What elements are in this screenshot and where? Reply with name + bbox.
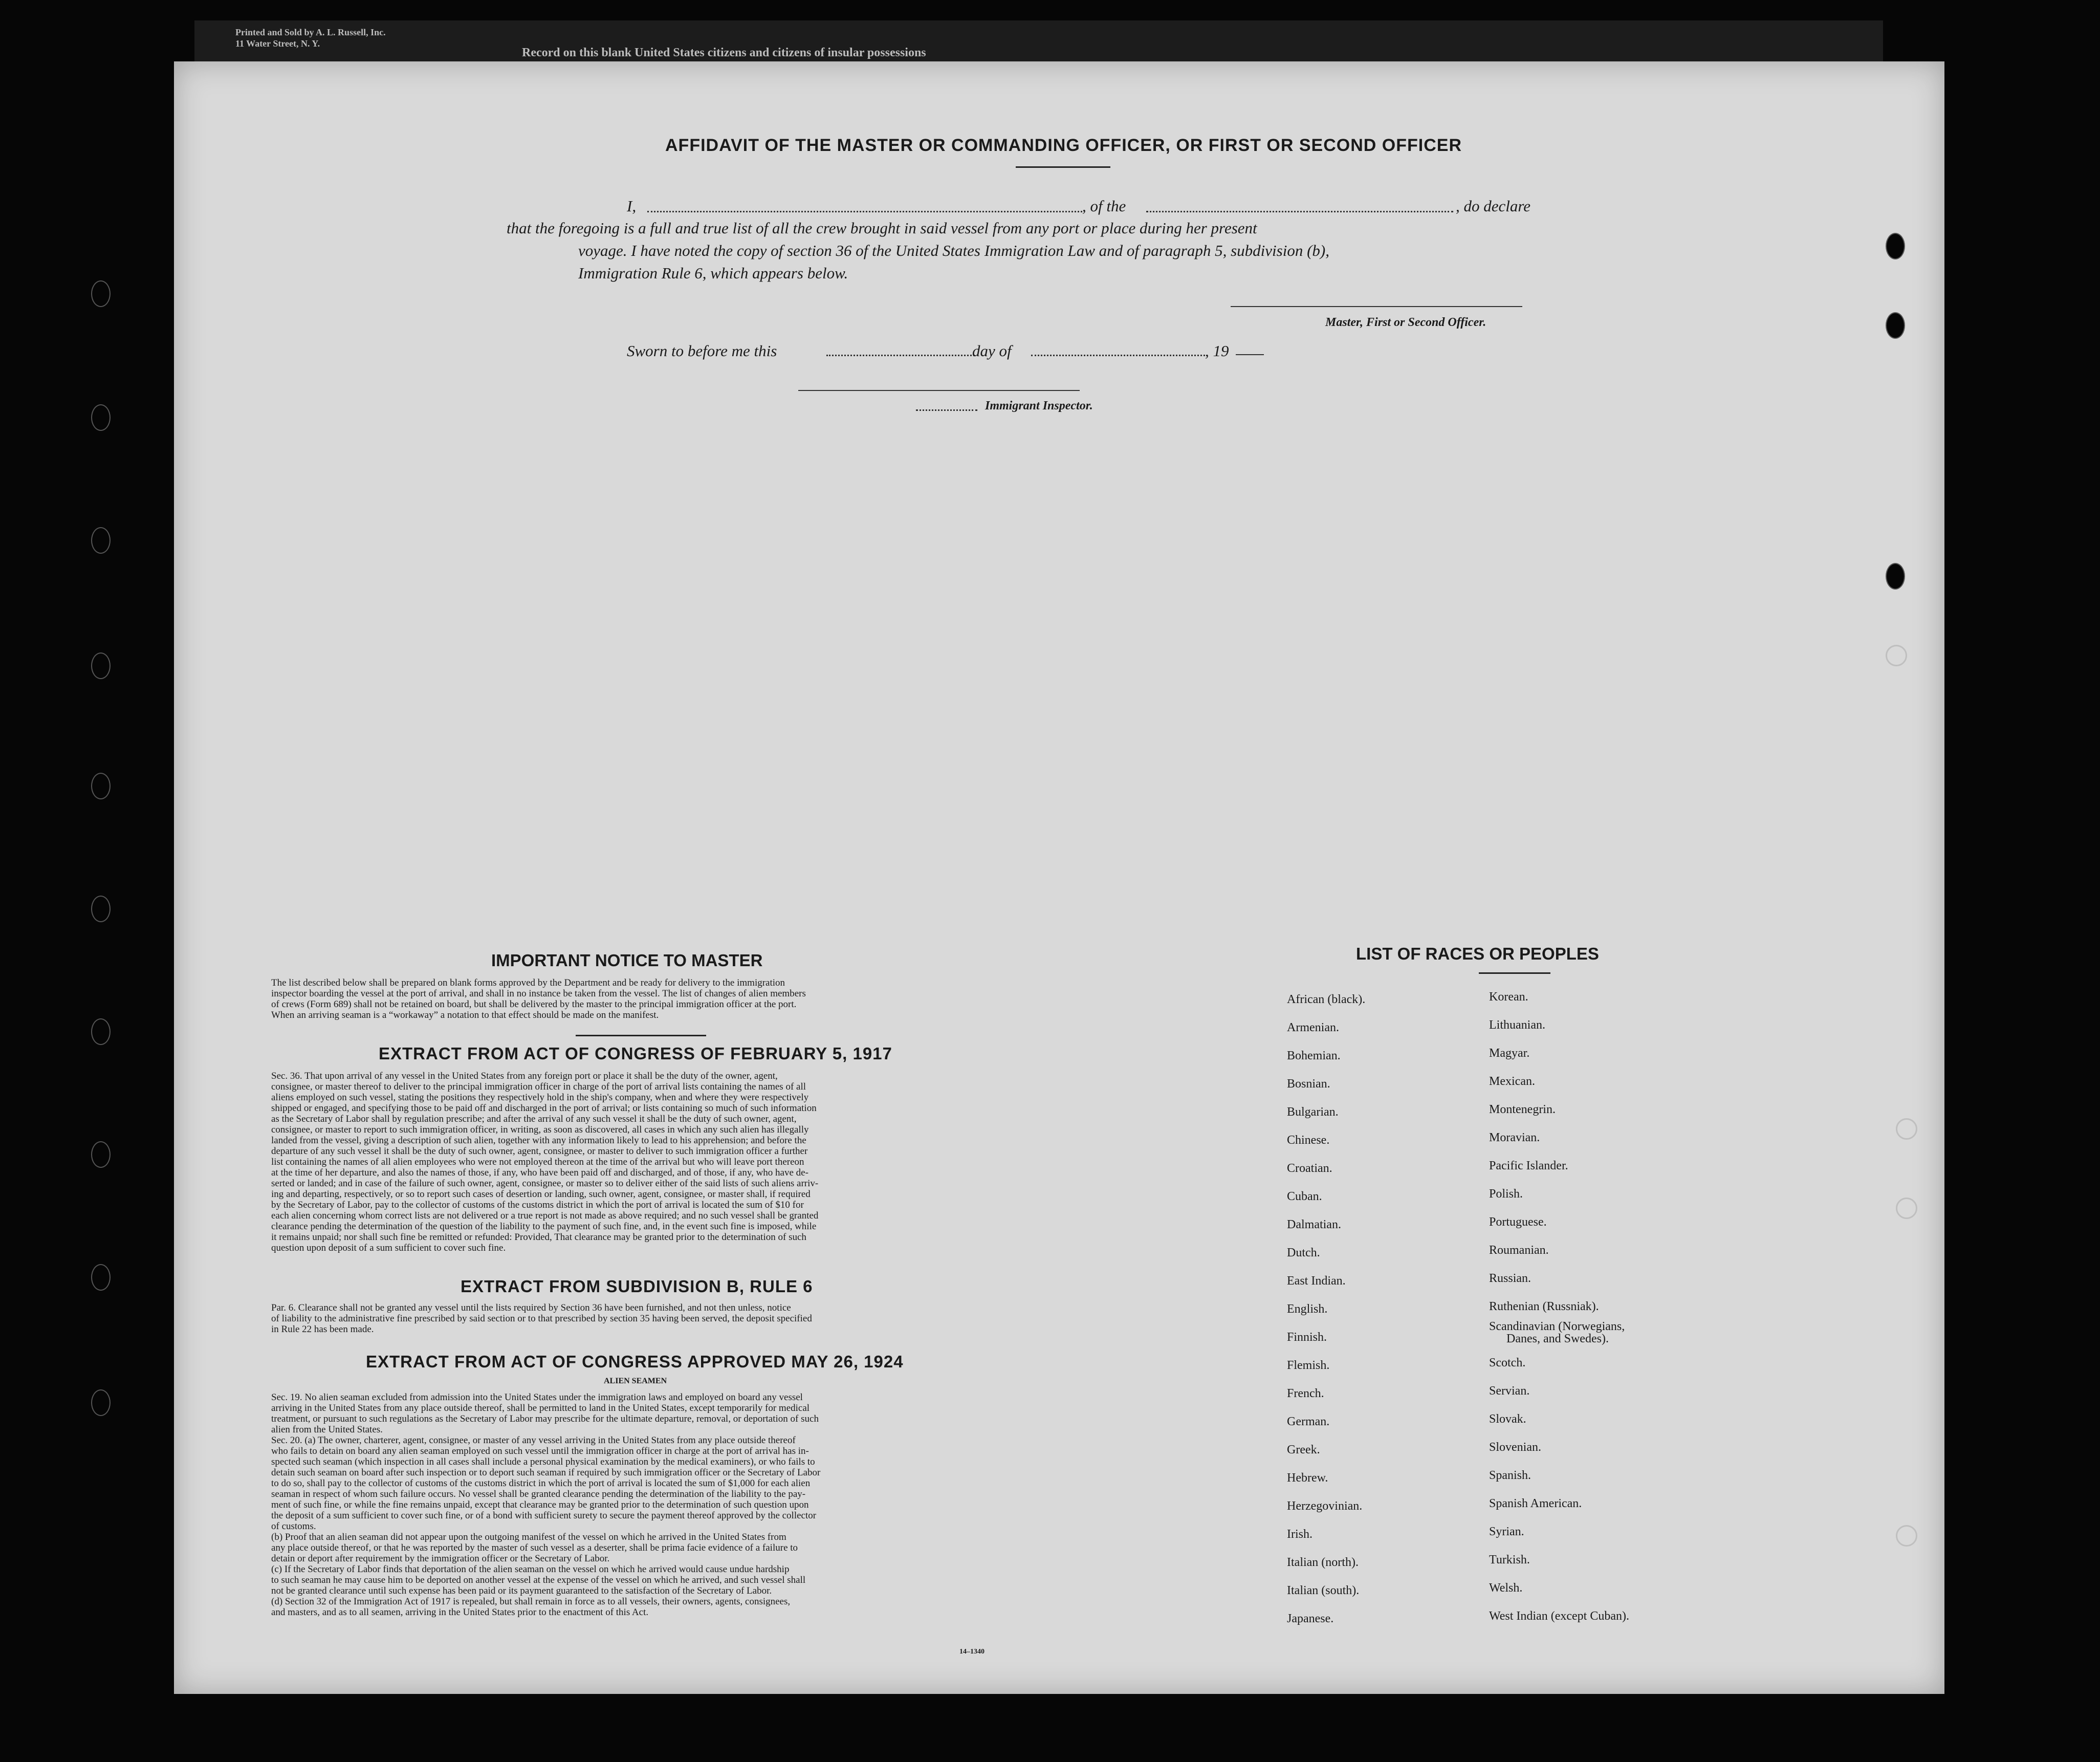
- races-title: LIST OF RACES OR PEOPLES: [1356, 944, 1599, 963]
- notice-line: inspector boarding the vessel at the port of arrival, and shall in no instance be taken from the vessel. The list of changes of alien members: [271, 988, 806, 999]
- extract-1917-line: as the Secretary of Labor shall by regulation prescribe; and after the arrival of any such vessel it shall be the duty of such owner, agent,: [271, 1114, 797, 1124]
- affidavit-of-the-label: , of the: [1082, 197, 1126, 215]
- sworn-year-field[interactable]: [1236, 343, 1264, 355]
- race-scandinavian-line-2: Danes, and Swedes).: [1506, 1332, 1609, 1345]
- sworn-month-field[interactable]: [1031, 340, 1205, 356]
- notice-title: IMPORTANT NOTICE TO MASTER: [491, 951, 763, 970]
- binder-hole: [91, 527, 111, 554]
- extract-1924-line: any place outside thereof, or that he was reported by the master of such vessel as a deserter, shall be prima facie evidence of a failure to: [271, 1542, 798, 1553]
- race-west-indian: West Indian (except Cuban).: [1489, 1609, 1629, 1623]
- extract-rule6-line: of liability to the administrative fine prescribed by said section or to that prescribed by section 35 having been served, the deposit specified: [271, 1313, 812, 1324]
- extract-1917-line: at the time of her departure, and also the names of those, if any, who have been paid off and discharged, and of those, if any, who have de-: [271, 1167, 808, 1178]
- extract-1924-line: arriving in the United States from any place outside thereof, shall be permitted to land in the United States, except temporarily for medical: [271, 1403, 810, 1413]
- race-scotch: Scotch.: [1489, 1356, 1526, 1369]
- extract-1924-line: detain such seaman on board after such inspection or to deport such seaman if required by such immigration officer or the Secretary of Labor: [271, 1467, 821, 1478]
- binder-hole: [1896, 1118, 1917, 1140]
- extract-1924-line: (b) Proof that an alien seaman did not appear upon the outgoing manifest of the vessel on which he arrived in the United States from: [271, 1532, 786, 1542]
- race-bosnian: Bosnian.: [1287, 1077, 1330, 1091]
- race-turkish: Turkish.: [1489, 1553, 1530, 1567]
- extract-1924-title: EXTRACT FROM ACT OF CONGRESS APPROVED MAY 26, 1924: [366, 1352, 904, 1371]
- race-chinese: Chinese.: [1287, 1134, 1330, 1147]
- race-finnish: Finnish.: [1287, 1331, 1327, 1344]
- race-slovenian: Slovenian.: [1489, 1441, 1541, 1454]
- race-montenegrin: Montenegrin.: [1489, 1103, 1556, 1116]
- extract-1924-line: seaman in respect of whom such failure occurs. No vessel shall be granted clearance pending the determination of the liability to the pay-: [271, 1489, 806, 1499]
- race-bohemian: Bohemian.: [1287, 1049, 1341, 1062]
- extract-1917-line: departure of any such vessel it shall be the duty of such owner, agent, consignee, or master to deliver to such immigration officer a further: [271, 1146, 808, 1157]
- extract-1924-line: the deposit of a sum sufficient to cover such fine, or of a bond with sufficient surety to secure the payment thereof approved by the collector: [271, 1510, 817, 1521]
- extract-1917-line: serted or landed; and in case of the failure of such owner, agent, consignee, or master so to deliver either of the said lists of such aliens arriv-: [271, 1178, 819, 1189]
- race-pacific-islander: Pacific Islander.: [1489, 1159, 1568, 1172]
- extract-1924-line: to such seaman he may cause him to be deported on another vessel at the expense of the vessel on which he arrived, and such vessel shall: [271, 1575, 806, 1585]
- form-number: 14–1340: [959, 1648, 985, 1656]
- sworn-day-field[interactable]: [826, 340, 975, 356]
- race-scandinavian-line-1: Scandinavian (Norwegians,: [1489, 1320, 1625, 1333]
- extract-1917-line: Sec. 36. That upon arrival of any vessel in the United States from any foreign port or place it shall be the duty of the owner, agent,: [271, 1071, 778, 1081]
- race-portuguese: Portuguese.: [1489, 1215, 1547, 1229]
- extract-1924-line: treatment, or pursuant to such regulations as the Secretary of Labor may prescribe for the ultimate departure, removal, or deportation of such: [271, 1413, 819, 1424]
- race-slovak: Slovak.: [1489, 1412, 1526, 1426]
- race-japanese: Japanese.: [1287, 1612, 1334, 1625]
- extract-1924-line: to do so, shall pay to the collector of customs of the customs district in which the port of arrival is located the sum of $1,000 for each alien: [271, 1478, 811, 1489]
- inspector-leader-dots: [916, 404, 977, 411]
- extract-1924-body: [271, 1392, 1021, 1618]
- race-cuban: Cuban.: [1287, 1190, 1322, 1203]
- extract-1917-line: it remains unpaid; nor shall such fine be remitted or refunded: Provided, That clearance may be granted prior to the determination of such: [271, 1232, 806, 1243]
- extract-1917-line: ing and departing, respectively, or so to report such cases of desertion or landing, such owner, agent, consignee, or master shall, if required: [271, 1189, 811, 1200]
- race-moravian: Moravian.: [1489, 1131, 1540, 1144]
- extract-rule6-line: in Rule 22 has been made.: [271, 1324, 374, 1335]
- extract-1924-line: who fails to detain on board any alien seaman employed on such vessel until the immigration officer in charge at the port of arrival has in-: [271, 1446, 809, 1456]
- race-croatian: Croatian.: [1287, 1162, 1332, 1175]
- extract-rule6-line: Par. 6. Clearance shall not be granted any vessel until the lists required by Section 36 have been furnished, and not then unless, notice: [271, 1302, 791, 1313]
- notice-line: of crews (Form 689) shall not be retained on board, but shall be delivered by the master to the principal immigration officer at the port.: [271, 999, 797, 1010]
- affidavit-line-3: voyage. I have noted the copy of section 36 of the United States Immigration Law and of paragraph 5, subdivision (b),: [578, 242, 1329, 259]
- race-russian: Russian.: [1489, 1272, 1532, 1285]
- extract-1924-line: (d) Section 32 of the Immigration Act of 1917 is repealed, but shall remain in force as to all vessels, their owners, agents, consignees,: [271, 1596, 791, 1607]
- race-ruthenian: Ruthenian (Russniak).: [1489, 1300, 1599, 1313]
- extract-1917-line: aliens employed on such vessel, stating the positions they respectively hold in the ship's company, when and where they were respectively: [271, 1092, 809, 1103]
- race-lithuanian: Lithuanian.: [1489, 1018, 1545, 1032]
- binder-hole: [91, 652, 111, 679]
- day-of-label: day of: [972, 342, 1012, 360]
- race-bulgarian: Bulgarian.: [1287, 1105, 1339, 1119]
- race-servian: Servian.: [1489, 1384, 1530, 1398]
- race-italian-north: Italian (north).: [1287, 1556, 1359, 1569]
- top-edge-shadow: [194, 20, 1883, 67]
- race-magyar: Magyar.: [1489, 1047, 1530, 1060]
- alien-seamen-heading: ALIEN SEAMEN: [604, 1377, 667, 1385]
- affidavit-line-4: Immigration Rule 6, which appears below.: [578, 264, 848, 282]
- races-divider: [1479, 972, 1550, 974]
- extract-1917-line: list containing the names of all alien employees who were not employed thereon at the time of the arrival but who will leave port thereon: [271, 1157, 804, 1167]
- extract-1917-line: landed from the vessel, giving a description of such alien, together with any information likely to lead to his apprehension; and before the: [271, 1135, 806, 1146]
- race-armenian: Armenian.: [1287, 1021, 1339, 1034]
- vessel-name-field[interactable]: [1146, 195, 1453, 212]
- race-mexican: Mexican.: [1489, 1075, 1535, 1088]
- extract-1924-line: spected such seaman (which inspection in all cases shall include a personal physical examination by the medical examiners), or who fails to: [271, 1456, 815, 1467]
- binder-hole: [91, 896, 111, 922]
- extract-rule6-body: [271, 1302, 1018, 1335]
- extract-1924-line: detain or deport after requirement by the immigration officer or the Secretary of Labor.: [271, 1553, 610, 1564]
- extract-1917-line: consignee, or master thereof to deliver to the principal immigration officer in charge of the port of arrival lists containing the names of all: [271, 1081, 806, 1092]
- master-signature-line[interactable]: [1231, 301, 1522, 307]
- extract-1917-line: clearance pending the determination of the question of the liability to the payment of such fine, and, in the event such fine is imposed, while: [271, 1221, 817, 1232]
- sworn-label: Sworn to before me this: [627, 342, 777, 360]
- affidavit-i-label: I,: [627, 197, 637, 215]
- master-name-field[interactable]: [647, 195, 1082, 212]
- extract-1924-line: and masters, and as to all seamen, arriving in the United States prior to the enactment of this Act.: [271, 1607, 649, 1618]
- race-welsh: Welsh.: [1489, 1581, 1523, 1595]
- extract-1924-line: alien from the United States.: [271, 1424, 383, 1435]
- race-french: French.: [1287, 1387, 1324, 1400]
- race-syrian: Syrian.: [1489, 1525, 1524, 1538]
- race-greek: Greek.: [1287, 1443, 1320, 1456]
- race-dalmatian: Dalmatian.: [1287, 1218, 1341, 1231]
- master-signature-caption: Master, First or Second Officer.: [1325, 316, 1486, 329]
- extract-rule6-title: EXTRACT FROM SUBDIVISION B, RULE 6: [461, 1277, 813, 1296]
- extract-1917-line: question upon deposit of a sum sufficient to cover such fine.: [271, 1243, 506, 1253]
- top-edge-text: Record on this blank United States citizens and citizens of insular possessions: [522, 46, 926, 59]
- extract-1924-line: of customs.: [271, 1521, 316, 1532]
- race-hebrew: Hebrew.: [1287, 1471, 1328, 1485]
- inspector-signature-line[interactable]: [798, 385, 1080, 391]
- race-scandinavian: [1489, 1320, 1625, 1345]
- affidavit-title: AFFIDAVIT OF THE MASTER OR COMMANDING OFFICER, OR FIRST OR SECOND OFFICER: [665, 136, 1462, 155]
- extract-1917-line: by the Secretary of Labor, pay to the collector of customs of the customs district in which the port of arrival is located the sum of $10 for: [271, 1200, 804, 1210]
- race-german: German.: [1287, 1415, 1330, 1428]
- binder-hole: [1886, 312, 1905, 339]
- extract-1924-line: not be granted clearance until such expense has been paid or its payment guaranteed to the satisfaction of the Secretary of Labor.: [271, 1585, 772, 1596]
- extract-1917-line: each alien concerning whom correct lists are not delivered or a true report is not made as above required; and no such vessel shall be granted: [271, 1210, 819, 1221]
- binder-hole: [91, 1264, 111, 1291]
- binder-hole: [1896, 1198, 1917, 1219]
- race-flemish: Flemish.: [1287, 1359, 1330, 1372]
- affidavit-do-declare-label: , do declare: [1456, 197, 1531, 215]
- race-spanish: Spanish.: [1489, 1469, 1532, 1482]
- extract-1917-body: [271, 1071, 1018, 1253]
- binder-hole: [91, 773, 111, 799]
- inspector-caption: Immigrant Inspector.: [985, 399, 1093, 412]
- race-spanish-american: Spanish American.: [1489, 1497, 1582, 1510]
- binder-hole: [91, 1389, 111, 1416]
- binder-hole: [1886, 645, 1907, 666]
- binder-hole: [1886, 563, 1905, 590]
- extract-1924-line: Sec. 20. (a) The owner, charterer, agent, consignee, or master of any vessel arriving in the United States from any place outside thereof: [271, 1435, 796, 1446]
- printer-imprint: [235, 27, 386, 49]
- title-divider: [1016, 166, 1110, 168]
- notice-line: When an arriving seaman is a “workaway” a notation to that effect should be made on the manifest.: [271, 1010, 659, 1020]
- binder-hole: [1896, 1525, 1917, 1547]
- extract-1917-line: shipped or engaged, and specifying those to be paid off and discharged in the port of arrival; or lists containing so much of such information: [271, 1103, 817, 1114]
- binder-hole: [1886, 233, 1905, 259]
- race-english: English.: [1287, 1302, 1328, 1316]
- binder-hole: [91, 1018, 111, 1045]
- race-roumanian: Roumanian.: [1489, 1244, 1549, 1257]
- imprint-line-1: Printed and Sold by A. L. Russell, Inc.: [235, 27, 386, 37]
- extract-1924-line: Sec. 19. No alien seaman excluded from admission into the United States under the immigration laws and employed on board any vessel: [271, 1392, 803, 1403]
- race-italian-south: Italian (south).: [1287, 1584, 1360, 1597]
- year-label: , 19: [1205, 342, 1229, 360]
- race-irish: Irish.: [1287, 1528, 1312, 1541]
- imprint-line-2: 11 Water Street, N. Y.: [235, 38, 320, 49]
- section-divider: [576, 1035, 706, 1036]
- binder-hole: [91, 1141, 111, 1168]
- notice-body: [271, 977, 1016, 1020]
- race-east-indian: East Indian.: [1287, 1274, 1346, 1288]
- race-korean: Korean.: [1489, 990, 1528, 1004]
- race-polish: Polish.: [1489, 1187, 1523, 1201]
- race-dutch: Dutch.: [1287, 1246, 1320, 1259]
- extract-1917-line: consignee, or master to report to such immigration officer, in writing, as soon as discovered, all cases in which any such alien has illegally: [271, 1124, 809, 1135]
- extract-1917-title: EXTRACT FROM ACT OF CONGRESS OF FEBRUARY 5, 1917: [379, 1044, 892, 1063]
- race-herzegovinian: Herzegovinian.: [1287, 1499, 1363, 1513]
- affidavit-line-2: that the foregoing is a full and true list of all the crew brought in said vessel from any port or place during her present: [507, 219, 1257, 237]
- notice-line: The list described below shall be prepared on blank forms approved by the Department and be ready for delivery to the immigration: [271, 977, 785, 988]
- binder-hole: [91, 280, 111, 307]
- extract-1924-line: (c) If the Secretary of Labor finds that deportation of the alien seaman on the vessel on which he arrived would cause undue hardship: [271, 1564, 790, 1575]
- binder-hole: [91, 404, 111, 431]
- race-african: African (black).: [1287, 993, 1366, 1006]
- extract-1924-line: ment of such fine, or while the fine remains unpaid, except that clearance may be granted prior to the determination of such question upon: [271, 1499, 809, 1510]
